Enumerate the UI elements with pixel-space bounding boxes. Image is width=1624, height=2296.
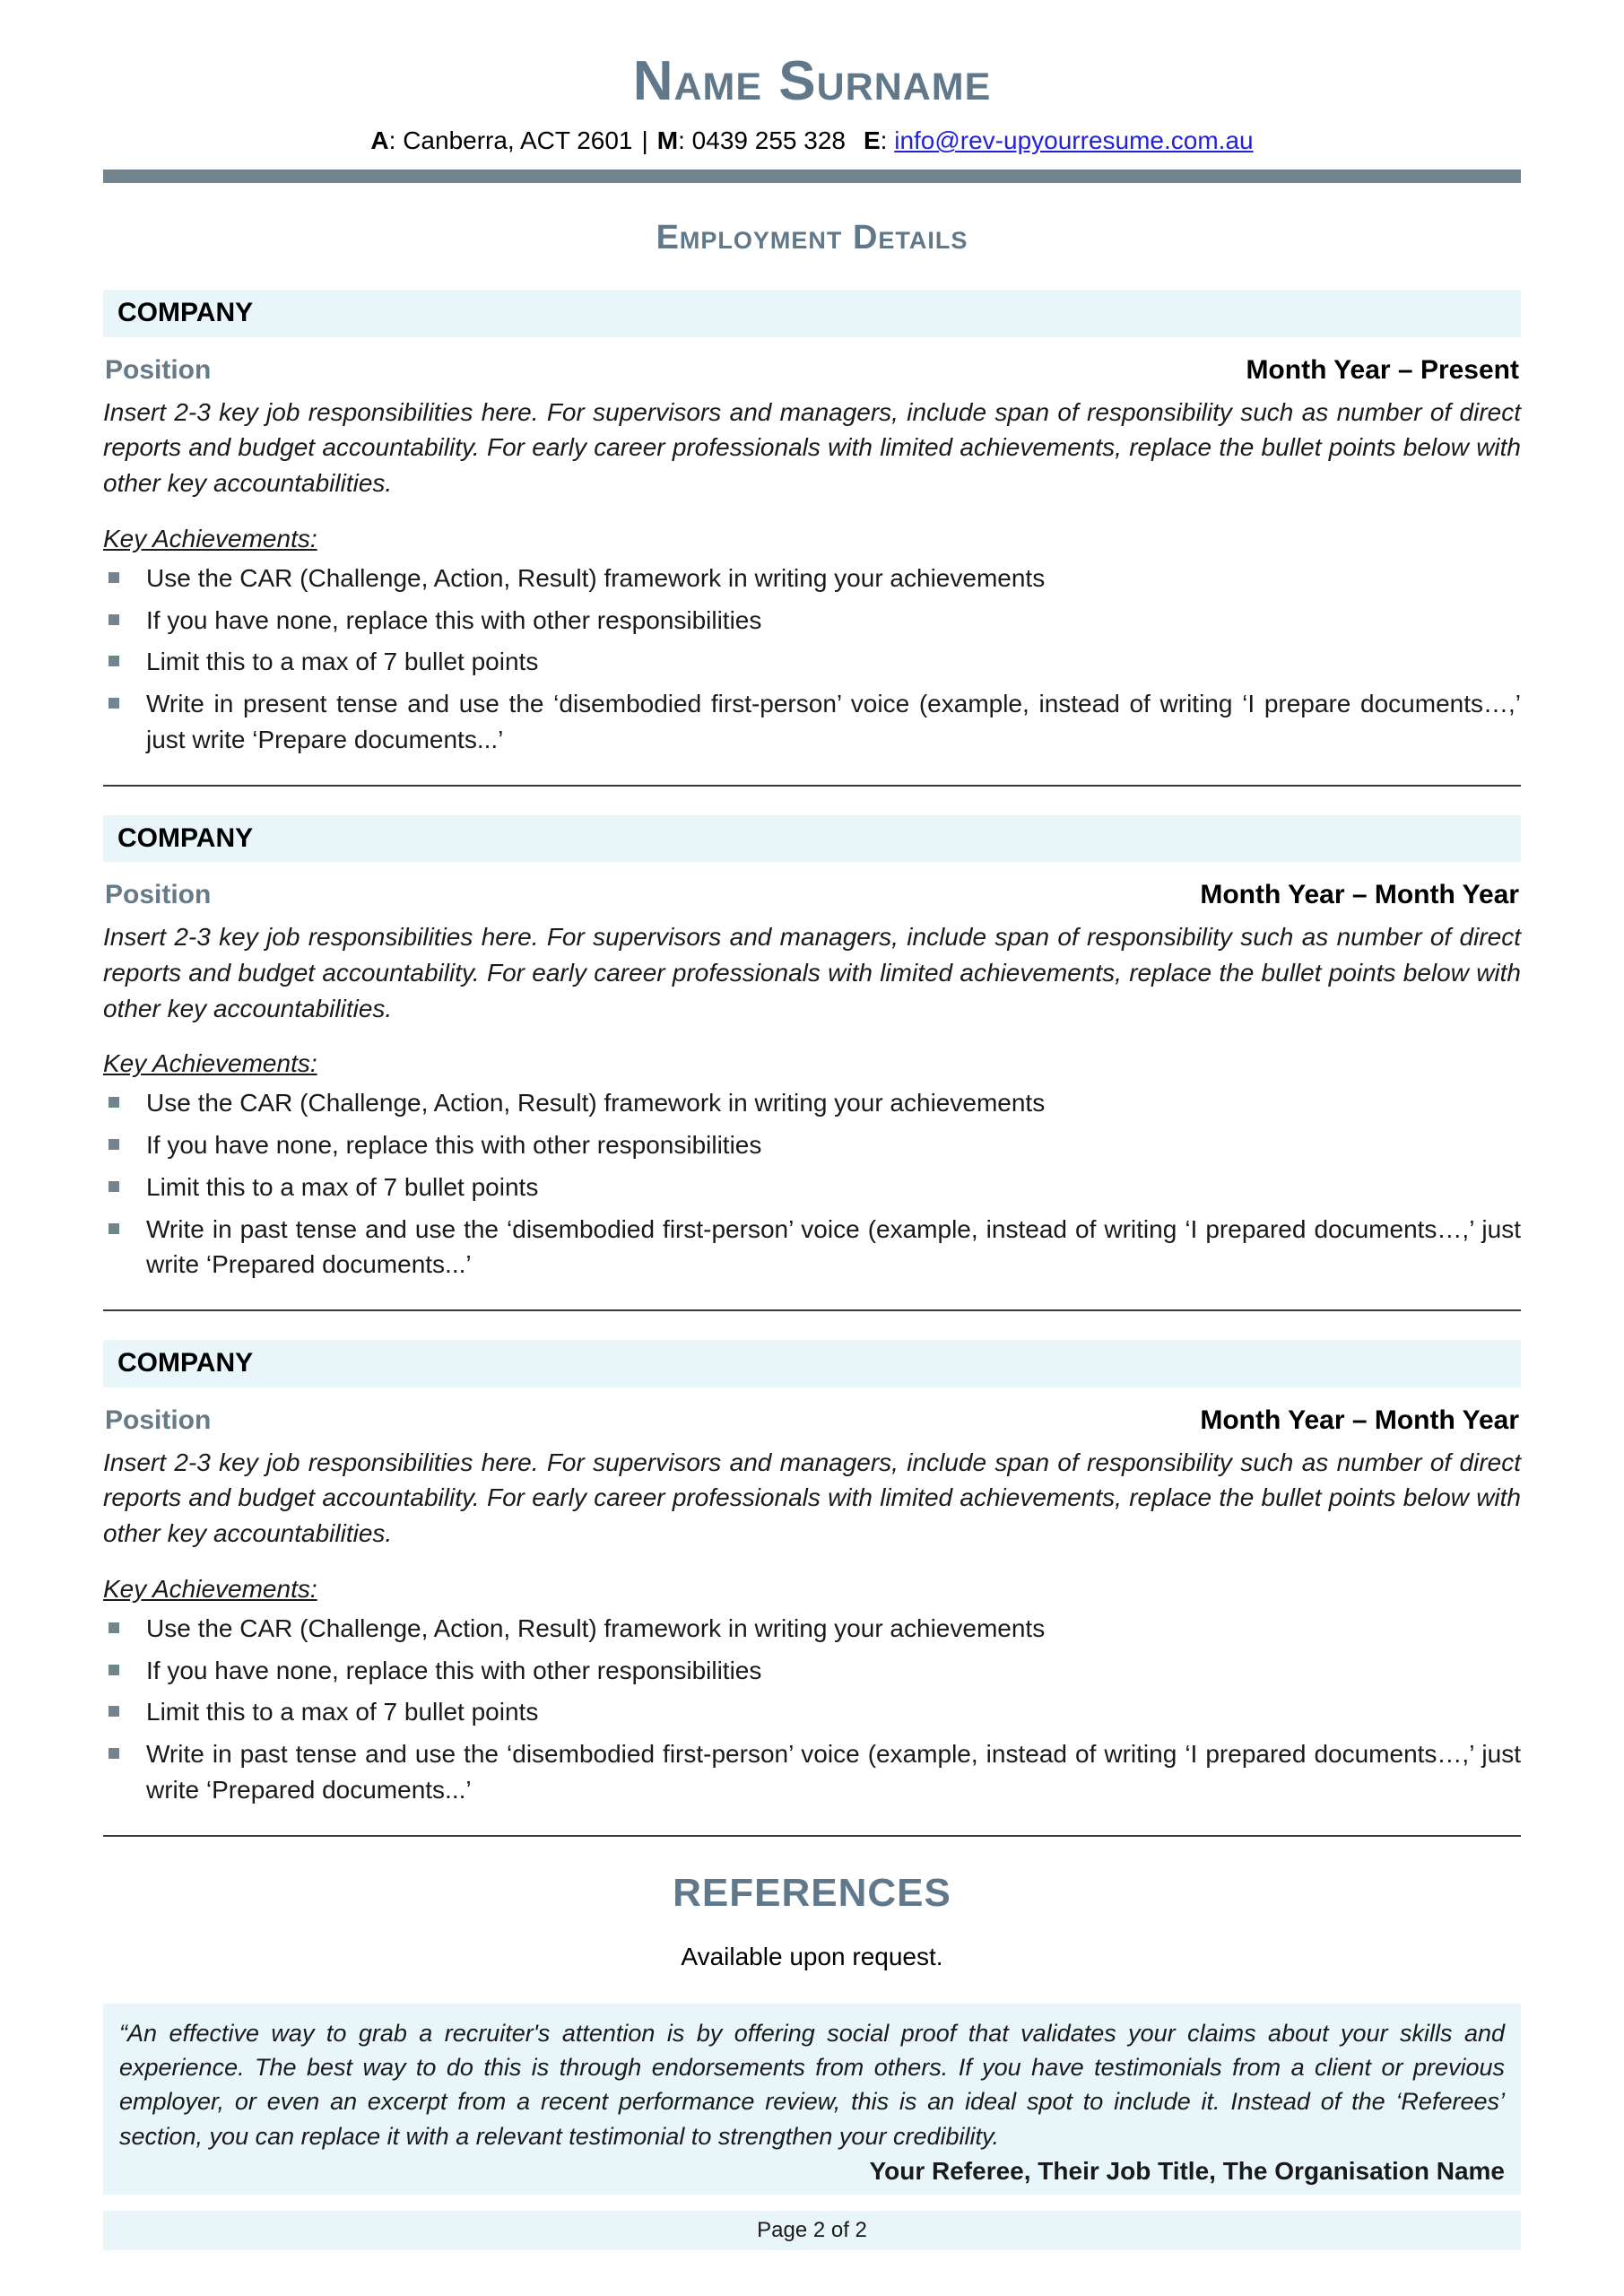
position-title: Position bbox=[105, 1405, 212, 1435]
square-bullet-icon bbox=[109, 614, 119, 625]
achievement-item bbox=[103, 561, 1521, 596]
square-bullet-icon bbox=[109, 1139, 119, 1150]
square-bullet-icon bbox=[109, 656, 119, 666]
square-bullet-icon bbox=[109, 1706, 119, 1717]
testimonial-box bbox=[103, 2004, 1521, 2195]
key-achievements-label: Key Achievements: bbox=[103, 1574, 317, 1603]
job-summary: Insert 2-3 key job responsibilities here. For supervisors and managers, include span of responsibility such as number of direct reports and budget accountability. For early career professionals with limited achievements, replace the bullet points below with other key accountabilities. bbox=[103, 1448, 1521, 1548]
candidate-name: Name Surname bbox=[632, 50, 992, 112]
achievement-item bbox=[103, 686, 1521, 758]
achievement-text: Write in past tense and use the ‘disembodied first-person’ voice (example, instead of writing ‘I prepared documents…,’ just write ‘Prepared documents...’ bbox=[146, 1214, 1521, 1279]
section-divider bbox=[103, 1835, 1521, 1837]
resume-header bbox=[103, 52, 1521, 183]
employment-dates: Month Year – Month Year bbox=[1200, 880, 1519, 910]
achievement-text: Use the CAR (Challenge, Action, Result) framework in writing your achievements bbox=[146, 563, 1046, 592]
square-bullet-icon bbox=[109, 1223, 119, 1234]
achievements-list bbox=[103, 1611, 1521, 1808]
job-summary: Insert 2-3 key job responsibilities here. For supervisors and managers, include span of responsibility such as number of direct reports and budget accountability. For early career professionals with limited achievements, replace the bullet points below with other key accountabilities. bbox=[103, 397, 1521, 498]
square-bullet-icon bbox=[109, 1097, 119, 1108]
achievement-text: Limit this to a max of 7 bullet points bbox=[146, 1172, 539, 1201]
square-bullet-icon bbox=[109, 698, 119, 709]
testimonial-attribution: Your Referee, Their Job Title, The Organisation Name bbox=[869, 2156, 1505, 2185]
achievement-item bbox=[103, 1127, 1521, 1163]
position-row bbox=[103, 1405, 1521, 1436]
achievement-text: Write in present tense and use the ‘disembodied first-person’ voice (example, instead of writing ‘I prepare documents…,’ just write ‘Prepare documents...’ bbox=[146, 690, 1521, 753]
achievement-item bbox=[103, 603, 1521, 639]
achievements-list bbox=[103, 1085, 1521, 1283]
email-link[interactable]: info@rev-upyourresume.com.au bbox=[894, 126, 1254, 155]
square-bullet-icon bbox=[109, 1622, 119, 1633]
achievement-text: Use the CAR (Challenge, Action, Result) framework in writing your achievements bbox=[146, 1089, 1046, 1118]
address-label: A bbox=[370, 126, 389, 155]
achievement-text: If you have none, replace this with other responsibilities bbox=[146, 1656, 762, 1684]
achievement-text: Use the CAR (Challenge, Action, Result) framework in writing your achievements bbox=[146, 1613, 1046, 1642]
achievement-text: Limit this to a max of 7 bullet points bbox=[146, 648, 539, 676]
employment-entry-3 bbox=[103, 1340, 1521, 1837]
employment-dates: Month Year – Month Year bbox=[1200, 1405, 1519, 1435]
page-number: Page 2 of 2 bbox=[757, 2217, 867, 2242]
achievement-item bbox=[103, 644, 1521, 680]
employment-section-title: Employment Details bbox=[656, 219, 968, 257]
address-value: : Canberra, ACT 2601 bbox=[388, 126, 633, 155]
achievement-text: If you have none, replace this with other responsibilities bbox=[146, 605, 762, 634]
contact-line bbox=[103, 126, 1521, 155]
employment-dates: Month Year – Present bbox=[1246, 354, 1519, 385]
email-label: E bbox=[863, 126, 881, 155]
references-subtitle: Available upon request. bbox=[681, 1942, 943, 1970]
employment-entry-1 bbox=[103, 290, 1521, 787]
achievement-text: If you have none, replace this with other responsibilities bbox=[146, 1131, 762, 1160]
email-colon: : bbox=[880, 126, 888, 155]
position-title: Position bbox=[105, 354, 212, 385]
section-divider bbox=[103, 785, 1521, 787]
achievement-item bbox=[103, 1736, 1521, 1808]
page-footer bbox=[103, 2211, 1521, 2250]
testimonial-quote: “An effective way to grab a recruiter's attention is by offering social proof that validates your claims about your skills and experience. The best way to do this is through endorsements from others. If you have testimonials from a client or previous employer, or even an excerpt from a recent performance review, this is an ideal spot to include it. Instead of the ‘Referees’ section, you can replace it with a relevant testimonial to strengthen your credibility. bbox=[119, 2019, 1505, 2150]
key-achievements-label: Key Achievements: bbox=[103, 1049, 317, 1078]
company-name: COMPANY bbox=[103, 815, 1521, 863]
employment-entry-2 bbox=[103, 815, 1521, 1312]
achievement-item bbox=[103, 1694, 1521, 1730]
company-name: COMPANY bbox=[103, 1340, 1521, 1387]
position-row bbox=[103, 355, 1521, 386]
square-bullet-icon bbox=[109, 572, 119, 583]
mobile-label: M bbox=[656, 126, 679, 155]
position-row bbox=[103, 880, 1521, 910]
achievement-item bbox=[103, 1653, 1521, 1689]
header-divider-bar bbox=[103, 170, 1521, 183]
position-title: Position bbox=[105, 880, 212, 910]
key-achievements-label: Key Achievements: bbox=[103, 524, 317, 552]
achievement-text: Write in past tense and use the ‘disembodied first-person’ voice (example, instead of writing ‘I prepared documents…,’ just write ‘Prepared documents...’ bbox=[146, 1740, 1521, 1804]
job-summary: Insert 2-3 key job responsibilities here. For supervisors and managers, include span of responsibility such as number of direct reports and budget accountability. For early career professionals with limited achievements, replace the bullet points below with other key accountabilities. bbox=[103, 923, 1521, 1022]
square-bullet-icon bbox=[109, 1748, 119, 1759]
employment-entries bbox=[103, 290, 1521, 1837]
square-bullet-icon bbox=[109, 1665, 119, 1675]
references-section-title: REFERENCES bbox=[673, 1870, 951, 1915]
achievements-list bbox=[103, 561, 1521, 758]
contact-separator: | bbox=[641, 126, 648, 155]
achievement-item bbox=[103, 1085, 1521, 1121]
achievement-item bbox=[103, 1170, 1521, 1205]
company-name: COMPANY bbox=[103, 290, 1521, 337]
achievement-text: Limit this to a max of 7 bullet points bbox=[146, 1698, 539, 1726]
achievement-item bbox=[103, 1611, 1521, 1647]
square-bullet-icon bbox=[109, 1181, 119, 1192]
mobile-value: : 0439 255 328 bbox=[678, 126, 846, 155]
section-divider bbox=[103, 1309, 1521, 1311]
achievement-item bbox=[103, 1212, 1521, 1283]
